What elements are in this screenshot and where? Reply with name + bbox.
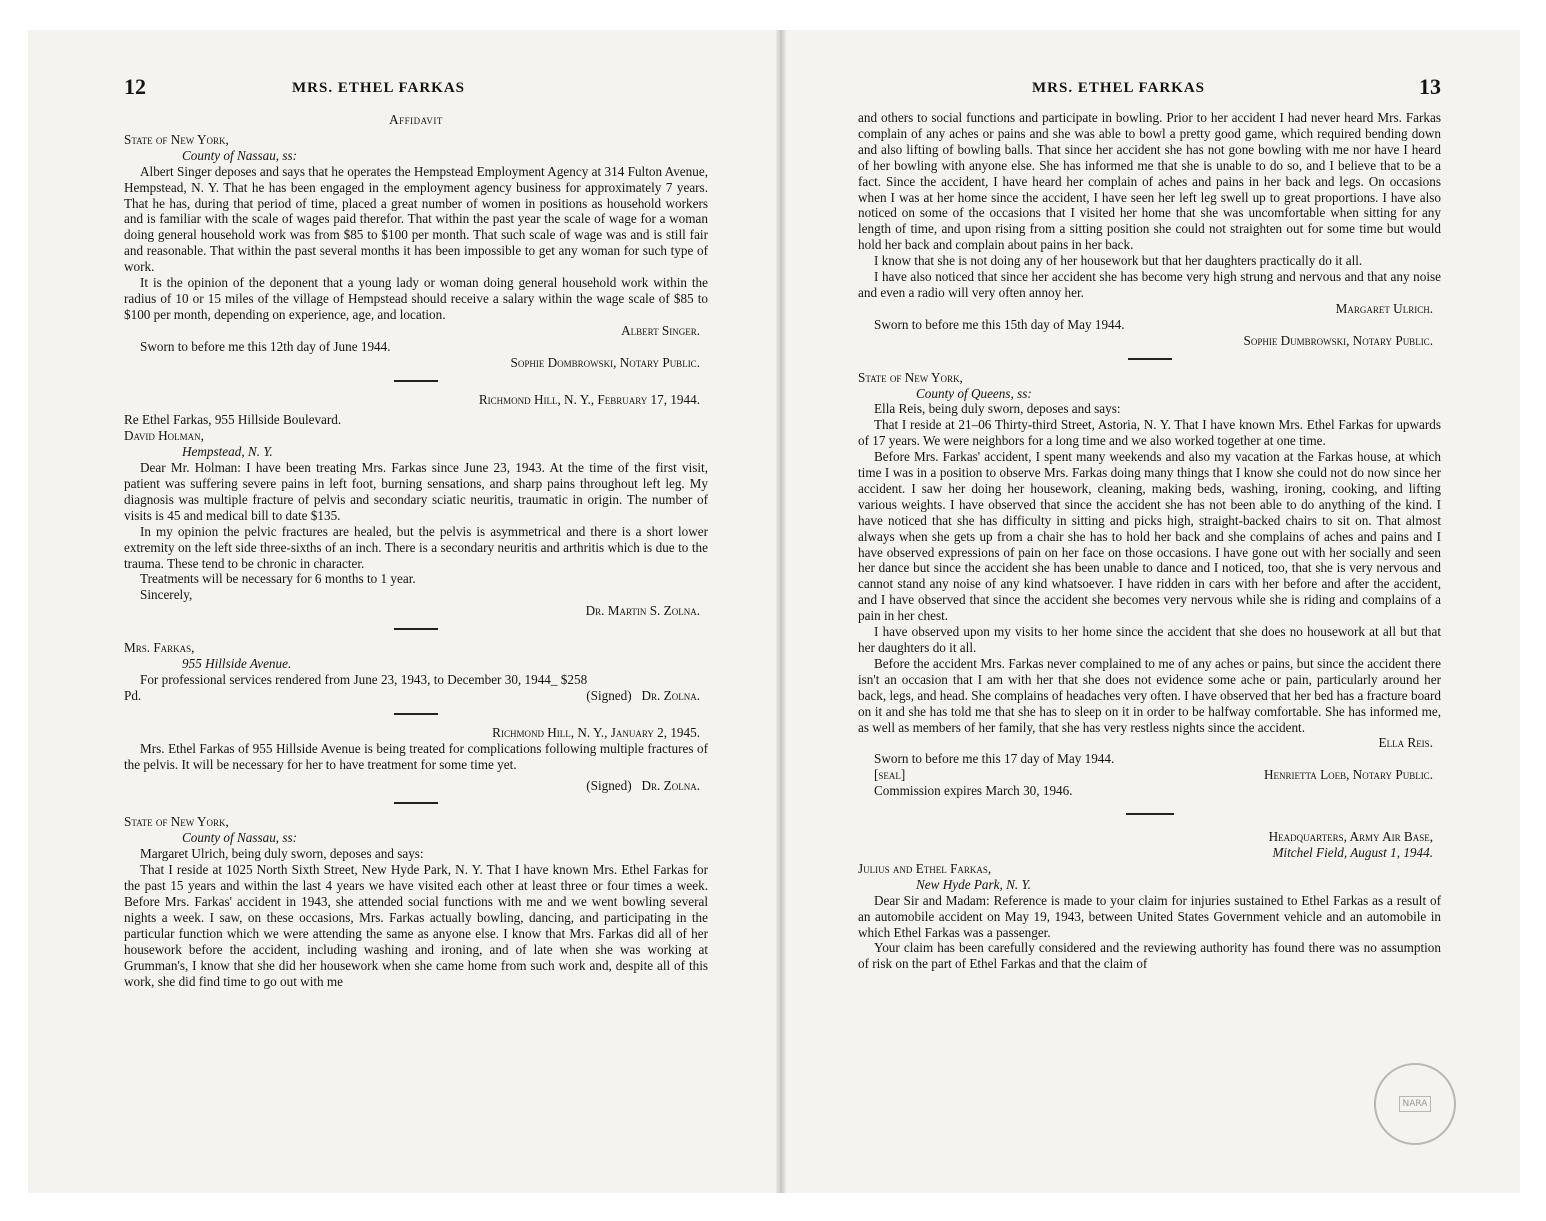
ulrich-continuation-3: I have also noticed that since her accident she has become very high strung and nervous and that any noise and even a radio will very often annoy her. [858, 269, 1441, 300]
letter2-signed: (Signed) [586, 777, 632, 793]
letter1-paragraph-2: In my opinion the pelvic fractures are healed, but the pelvis is asymmetrical and there is a short lower extremity on the left side three-sixths of an inch. There is a secondary neuritis and arthritis which is due to the trauma. These tend to be chronic in character. [124, 523, 708, 571]
hq-addressee: Julius and Ethel Farkas, [858, 860, 992, 876]
letter1-address: Hempstead, N. Y. [182, 444, 273, 460]
county-line: County of Queens, ss: [916, 385, 1032, 401]
left-page [124, 76, 708, 989]
bill-line: For professional services rendered from June 23, 1943, to December 30, 1944_ $258 [140, 672, 588, 687]
singer-signature: Albert Singer. [621, 322, 700, 338]
bill-address: 955 Hillside Avenue. [182, 656, 292, 672]
reis-notary: Henrietta Loeb, Notary Public. [1264, 767, 1433, 783]
ulrich-intro: Margaret Ulrich, being duly sworn, deposes and says: [140, 846, 424, 862]
reis-intro: Ella Reis, being duly sworn, deposes and says: [874, 401, 1121, 417]
state2-line: State of New York, [124, 814, 229, 830]
section-divider [1126, 813, 1174, 815]
section-divider [1128, 358, 1172, 360]
letter1-re: Re Ethel Farkas, 955 Hillside Boulevard. [124, 412, 342, 428]
state-line: State of New York, [124, 131, 229, 147]
section-divider [394, 380, 438, 382]
archive-stamp-icon [1374, 1063, 1456, 1145]
reis-paragraph-3: I have observed upon my visits to her home since the accident that she does no housework at all but that her daughters do it all. [858, 624, 1441, 655]
affidavit-heading: Affidavit [389, 112, 443, 127]
reis-sworn: Sworn to before me this 17 day of May 1944. [874, 751, 1115, 767]
letter1-signature: Dr. Martin S. Zolna. [585, 603, 700, 619]
hq-line-2: Mitchel Field, August 1, 1944. [1272, 844, 1433, 860]
section-divider [394, 713, 438, 715]
right-running-title: MRS. ETHEL FARKAS [1032, 80, 1205, 96]
reis-commission: Commission expires March 30, 1946. [874, 783, 1073, 799]
reis-paragraph-4: Before the accident Mrs. Farkas never complained to me of any aches or pains, but since the accident there isn't an occasion that I am with her that she does not evidence some ache or pain, particularly around her back, legs, and head. She complains of headaches very often. I have observed that her bed has a fracture board on it and she has told me that she has to sleep on it in order to be halfway comfortable. She has informed me, as well as members of her family, that she has very restless nights since the accident. [858, 655, 1441, 735]
ulrich-notary: Sophie Dumbrowski, Notary Public. [1243, 332, 1433, 348]
bill-signature: Dr. Zolna. [641, 687, 700, 703]
document-spread [28, 30, 1520, 1193]
left-body [124, 112, 708, 989]
hq-address: New Hyde Park, N. Y. [916, 876, 1031, 892]
county2-line: County of Nassau, ss: [182, 830, 298, 846]
state-line: State of New York, [858, 369, 963, 385]
hq-paragraph-1: Dear Sir and Madam: Reference is made to your claim for injuries sustained to Ethel Farkas as a result of an automobile accident on May 19, 1943, between United States Government vehicle and an automobile in which Ethel Farkas was a passenger. [858, 892, 1441, 940]
county-line: County of Nassau, ss: [182, 147, 298, 163]
right-page-number: 13 [1419, 74, 1441, 99]
letter2-signature: Dr. Zolna. [641, 777, 700, 793]
bill-signed-row [124, 688, 708, 704]
reis-seal: [seal] [874, 767, 906, 783]
ulrich-sworn: Sworn to before me this 15th day of May 1944. [874, 316, 1125, 332]
singer-notary: Sophie Dombrowski, Notary Public. [510, 354, 700, 370]
ulrich-signature: Margaret Ulrich. [1335, 300, 1433, 316]
letter2-text: Mrs. Ethel Farkas of 955 Hillside Avenue is being treated for complications following multiple fractures of the pelvis. It will be necessary for her to have treatment for some time yet. [124, 740, 708, 772]
letter2-signed-row [124, 778, 708, 794]
section-divider [394, 802, 438, 804]
letter1-addressee: David Holman, [124, 428, 204, 444]
hq-paragraph-2: Your claim has been carefully considered and the reviewing authority has found there was no assumption of risk on the part of Ethel Farkas and that the claim of [858, 940, 1441, 972]
right-running-head [858, 76, 1441, 110]
left-running-head [124, 76, 708, 110]
left-running-title: MRS. ETHEL FARKAS [292, 80, 465, 96]
bill-paid: Pd. [124, 687, 142, 703]
right-body [858, 110, 1441, 972]
reis-notary-row [858, 767, 1441, 783]
singer-sworn: Sworn to before me this 12th day of June 1944. [140, 338, 391, 354]
hq-line-1: Headquarters, Army Air Base, [1268, 829, 1433, 845]
letter1-dateline: Richmond Hill, N. Y., February 17, 1944. [478, 391, 700, 407]
reis-paragraph-2: Before Mrs. Farkas' accident, I spent many weekends and also my vacation at the Farkas house, at which time I was in a position to observe Mrs. Farkas doing many things that I know she could not do now since her accident. I saw her doing her housework, cleaning, making beds, washing, ironing, cooking, and lifting various weights. I have observed that since the accident she has not been able to do anything of the kind. I have noticed that she has difficulty in sitting and picks high, straight-backed chairs to sit on. That almost always when she gets up from a chair she has to hold her back and she complains of aches and pains and I have observed expressions of pain on her face on those occasions. I have gone out with her socially and seen her dance but since the accident she has been unable to dance and I noticed, too, that she is very nervous and cannot stand any noise of any kind whatsoever. I have ridden in cars with her before and after the accident, and I have observed that since the accident she becomes very nervous while she is riding and complains of a pain in her chest. [858, 449, 1441, 624]
letter1-paragraph-3: Treatments will be necessary for 6 months to 1 year. [140, 571, 416, 587]
letter1-paragraph-1: Dear Mr. Holman: I have been treating Mrs. Farkas since June 23, 1943. At the time of the first visit, patient was suffering severe pains in left foot, burning sensations, and sharp pains throughout left leg. My diagnosis was multiple fracture of pelvis and secondary sciatic neuritis, traumatic in origin. The number of visits is 45 and medical bill to date $135. [124, 460, 708, 523]
reis-paragraph-1: That I reside at 21–06 Thirty-third Street, Astoria, N. Y. That I have known Mrs. Ethel Farkas for upwards of 17 years. We were neighbors for a long time and we also worked together at one time. [858, 417, 1441, 449]
page-gutter [776, 30, 786, 1193]
ulrich-continuation-2: I know that she is not doing any of her housework but that her daughters practically do it all. [874, 253, 1363, 269]
ulrich-paragraph: That I reside at 1025 North Sixth Street, New Hyde Park, N. Y. That I have known Mrs. Ethel Farkas for the past 15 years and within the last 4 years we have visited each other at least three or four times a week. Before Mrs. Farkas' accident in 1943, she attended social functions with me and we went bowling several nights a week. I saw, on these occasions, Mrs. Farkas actually bowling, dancing, and participating in the particular function which we were attending the same as anyone else. I know that Mrs. Farkas did all of her housework before the accident, including washing and ironing, and of late when she was working at Grumman's, I know that she did her housework when she came home from such work and, despite all of this work, she did find time to go out with me [124, 862, 708, 989]
bill-signed: (Signed) [586, 687, 632, 703]
letter2-dateline: Richmond Hill, N. Y., January 2, 1945. [492, 724, 700, 740]
right-page [858, 76, 1441, 972]
letter1-closing: Sincerely, [140, 587, 193, 603]
singer-paragraph-1: Albert Singer deposes and says that he operates the Hempstead Employment Agency at 314 Fulton Avenue, Hempstead, N. Y. That he has been engaged in the employment agency business for approximately 7 years. That he has, during that period of time, placed a great number of women in positions as household workers and is familiar with the scale of wages paid therefor. That within the past year the scale of wage for a woman doing general household work was from $85 to $100 per month. That such scale of wage was and is still fair and reasonable. That within the past several months it has been impossible to get any woman for such type of work. [124, 163, 708, 275]
reis-signature: Ella Reis. [1378, 735, 1433, 751]
bill-addressee: Mrs. Farkas, [124, 640, 195, 656]
section-divider [394, 628, 438, 630]
stamp-text: NARA [1399, 1096, 1432, 1112]
singer-paragraph-2: It is the opinion of the deponent that a young lady or woman doing general household work within the radius of 10 or 15 miles of the village of Hempstead should receive a salary within the wage scale of $85 to $100 per month, depending on experience, age, and location. [124, 275, 708, 322]
left-page-number: 12 [124, 74, 146, 99]
ulrich-continuation-1: and others to social functions and participate in bowling. Prior to her accident I had never heard Mrs. Farkas complain of any aches or pains and she was able to bowl a pretty good game, which required bending down and also lifting of bowling balls. That since her accident she has not gone bowling with me nor have I heard of her bowling with anyone else. She has informed me that she is unable to do so, and I believe that to be a fact. Since the accident, I have heard her complain of aches and pains in her back and legs. On occasions when I was at her home since the accident, I have seen her left leg swell up to great proportions. I have also noticed on some of the occasions that I visited her home that she was uncomfortable when sitting for any length of time, and upon rising from a sitting position she could not straighten out for some time but would hold her back and complain about pains in her back. [858, 110, 1441, 253]
